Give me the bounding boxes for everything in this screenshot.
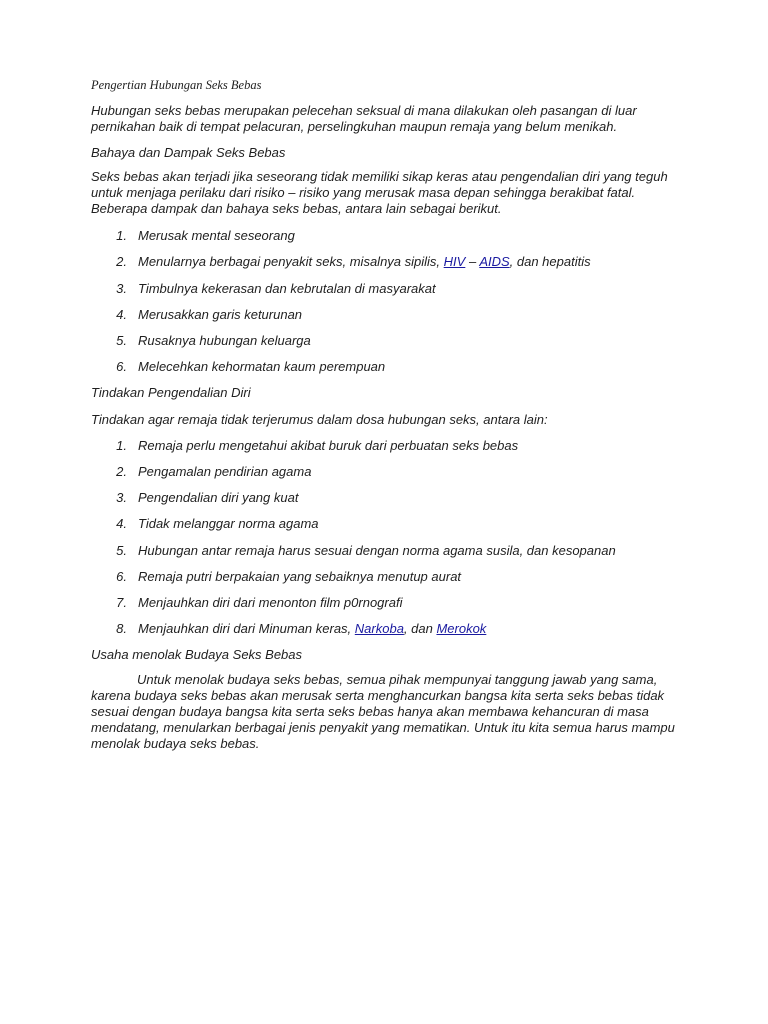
list-item-text: Remaja putri berpakaian yang sebaiknya menutup aurat [138, 569, 462, 584]
list-item-text: Melecehkan kehormatan kaum perempuan [138, 359, 386, 374]
reject-paragraph-text: Untuk menolak budaya seks bebas, semua pihak mempunyai tanggung jawab yang sama, karena budaya seks bebas akan merusak serta menghancurkan bangsa kita serta seks bebas tidak sesuai dengan budaya bangsa kita serta seks bebas hanya akan membawa kehancuran di masa mendatang, menularkan berbagai jenis penyakit yang mematikan. Untuk itu kita semua harus mampu menolak budaya seks bebas. [91, 672, 675, 751]
list-number: 5. [116, 333, 127, 348]
list-item-text: Pengendalian diri yang kuat [138, 490, 299, 505]
list-item-text: Pengamalan pendirian agama [138, 464, 312, 479]
list-number: 4. [116, 307, 127, 322]
section-heading-self-control: Tindakan Pengendalian Diri [91, 385, 251, 400]
list-item-text: Hubungan antar remaja harus sesuai dengan norma agama susila, dan kesopanan [138, 543, 616, 558]
list-number: 3. [116, 490, 127, 505]
list-item-text: Rusaknya hubungan keluarga [138, 333, 311, 348]
list-number: 7. [116, 595, 127, 610]
list-item-text-part: , dan hepatitis [509, 254, 591, 269]
list-number: 8. [116, 621, 127, 636]
list-number: 1. [116, 438, 127, 453]
link-hiv[interactable]: HIV [443, 254, 466, 269]
list-item-text-part: Menjauhkan diri dari Minuman keras, [138, 621, 355, 636]
dangers-paragraph: Seks bebas akan terjadi jika seseorang tidak memiliki sikap keras atau pengendalian diri yang teguh untuk menjaga perilaku dari risiko – risiko yang merusak masa depan sehingga berakibat fatal. Beberapa dampak dan bahaya seks bebas, antara lain sebagai berikut. [91, 169, 668, 216]
list-item-text: Merusak mental seseorang [138, 228, 295, 243]
list-item-text-part: , dan [403, 621, 437, 636]
list-number: 6. [116, 359, 127, 374]
section-heading-reject: Usaha menolak Budaya Seks Bebas [91, 647, 303, 662]
self-control-paragraph: Tindakan agar remaja tidak terjerumus dalam dosa hubungan seks, antara lain: [91, 412, 548, 427]
list-number: 1. [116, 228, 127, 243]
link-aids[interactable]: AIDS [479, 254, 510, 269]
list-number: 3. [116, 281, 127, 296]
list-item-text: Menjauhkan diri dari menonton film p0rnografi [138, 595, 403, 610]
list-item-text [138, 254, 591, 270]
list-item-text [138, 621, 486, 637]
list-number: 2. [116, 254, 127, 269]
link-narkoba[interactable]: Narkoba [354, 621, 404, 636]
list-item-text: Tidak melanggar norma agama [138, 516, 319, 531]
intro-paragraph: Hubungan seks bebas merupakan pelecehan seksual di mana dilakukan oleh pasangan di luar pernikahan baik di tempat pelacuran, perselingkuhan maupun remaja yang belum menikah. [91, 103, 637, 134]
section-heading-dangers: Bahaya dan Dampak Seks Bebas [91, 145, 286, 160]
reject-paragraph [91, 672, 691, 752]
list-item-text-part: Menularnya berbagai penyakit seks, misalnya sipilis, [138, 254, 444, 269]
document-title: Pengertian Hubungan Seks Bebas [91, 78, 262, 92]
list-item-text: Merusakkan garis keturunan [138, 307, 303, 322]
list-number: 5. [116, 543, 127, 558]
list-item-text-part: – [465, 254, 480, 269]
list-item-text: Timbulnya kekerasan dan kebrutalan di masyarakat [138, 281, 436, 296]
list-number: 2. [116, 464, 127, 479]
link-merokok[interactable]: Merokok [436, 621, 487, 636]
list-item-text: Remaja perlu mengetahui akibat buruk dari perbuatan seks bebas [138, 438, 519, 453]
list-number: 6. [116, 569, 127, 584]
list-number: 4. [116, 516, 127, 531]
